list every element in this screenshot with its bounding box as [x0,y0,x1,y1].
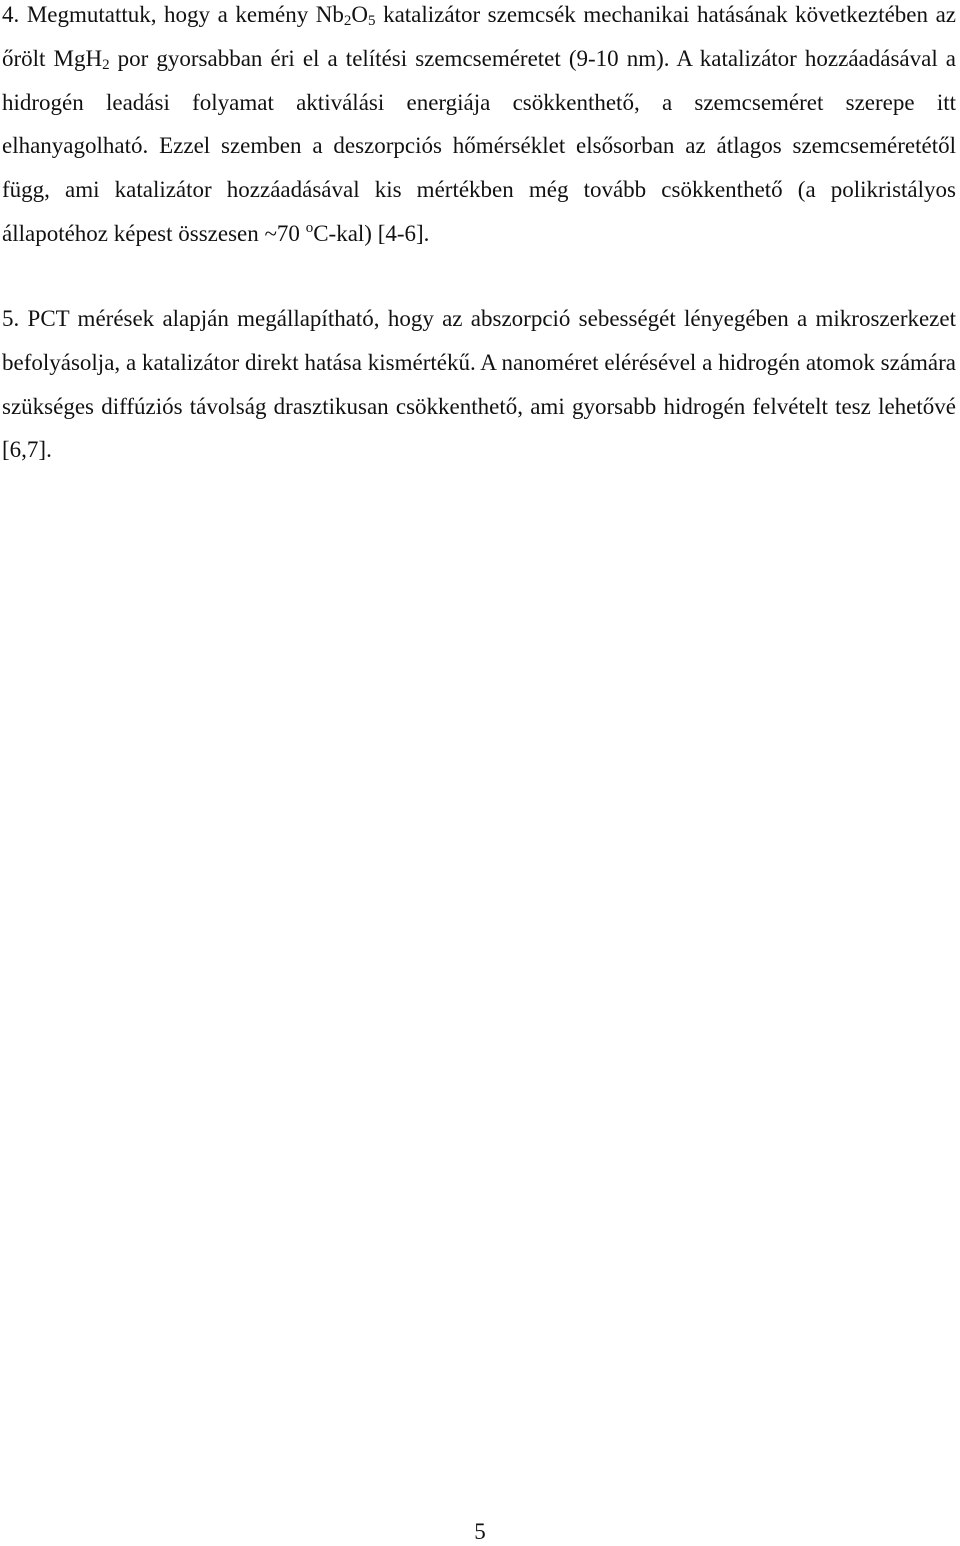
paragraph-4-text-5: C-kal) [4-6]. [313,220,430,246]
subscript-2: 2 [343,13,352,29]
superscript-degree: o [305,219,314,236]
subscript-2-mgh: 2 [102,56,110,73]
paragraph-4 [2,0,956,256]
subscript-5: 5 [368,13,376,29]
paragraph-4-text-2: O [351,2,368,27]
paragraph-4-text-3: katalizátor szemcsék mechanikai hatásának következtében az őrölt MgH [2,2,956,71]
paragraph-5-text: 5. PCT mérések alapján megállapítható, hogy az abszorpció sebességét lényegében a mikroszerkezet befolyásolja, a katalizátor direkt hatása kismértékű. A nanoméret elérésével a hidrogén atomok számára szükséges diffúziós távolság drasztikusan csökkenthető, ami gyorsabb hidrogén felvételt tesz lehetővé [6,7]. [2,306,956,463]
paragraph-5 [2,297,956,472]
paragraph-4-text-1: 4. Megmutattuk, hogy a kemény Nb [2,2,344,27]
page-number: 5 [474,1519,486,1544]
paragraph-4-text-4: por gyorsabban éri el a telítési szemcseméretet (9-10 nm). A katalizátor hozzáadásával a hidrogén leadási folyamat aktiválási energiája csökkenthető, a szemcseméret szerepe itt elhanyagolható. Ezzel szemben a deszorpciós hőmérséklet elsősorban az átlagos szemcseméretétől függ, ami katalizátor hozzáadásával kis mértékben még tovább csökkenthető (a polikristályos állapotéhoz képest összesen ~70 [2,45,956,246]
